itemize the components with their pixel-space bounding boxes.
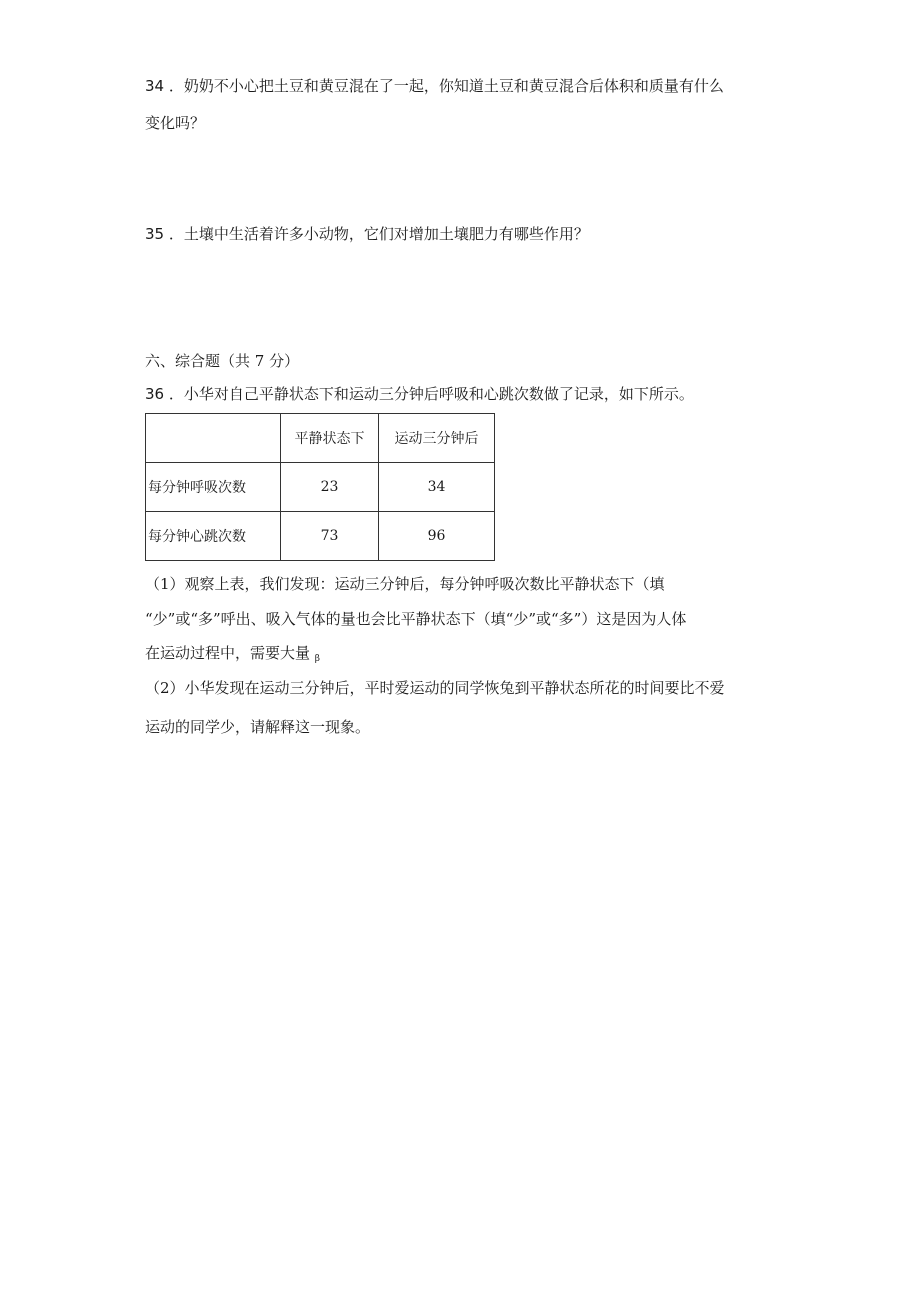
question-number: 35 <box>145 225 165 243</box>
question-36-line1 <box>145 384 694 404</box>
part1-mark: β <box>314 654 320 664</box>
question-34-line2: 变化吗？ <box>145 114 206 132</box>
table-cell: 96 <box>379 512 495 561</box>
question-text: ．奶奶不小心把土豆和黄豆混在了一起，你知道土豆和黄豆混合后体积和质量有什么 <box>168 77 724 95</box>
table-cell: 每分钟呼吸次数 <box>146 463 281 512</box>
part2-line1: （2）小华发现在运动三分钟后，平时爱运动的同学恢兔到平静状态所花的时间要比不爱 <box>145 679 725 697</box>
part2-line2: 运动的同学少，请解释这一现象。 <box>145 718 371 736</box>
question-35-line1 <box>145 224 589 244</box>
table-cell: 每分钟心跳次数 <box>146 512 281 561</box>
part1-line1: （1）观察上表，我们发现：运动三分钟后，每分钟呼吸次数比平静状态下（填 <box>145 575 665 593</box>
question-34-line1 <box>145 76 724 96</box>
table-cell: 73 <box>281 512 379 561</box>
question-number: 34 <box>145 77 165 95</box>
part1-line3-text: 在运动过程中，需要大量 <box>145 644 311 662</box>
table-header-cell: 平静状态下 <box>281 414 379 463</box>
table-header-cell <box>146 414 281 463</box>
data-table <box>145 413 495 561</box>
table-cell: 34 <box>379 463 495 512</box>
table-row <box>146 512 495 561</box>
table-cell: 23 <box>281 463 379 512</box>
question-text: ．小华对自己平静状态下和运动三分钟后呼吸和心跳次数做了记录，如下所示。 <box>168 385 694 403</box>
section-heading: 六、综合题（共 7 分） <box>145 352 300 370</box>
part1-line2: “少”或“多”呼出、吸入气体的量也会比平静状态下（填“少”或“多”）这是因为人体 <box>145 610 687 628</box>
table-header-cell: 运动三分钟后 <box>379 414 495 463</box>
question-text: ．土壤中生活着许多小动物，它们对增加土壤肥力有哪些作用？ <box>168 225 589 243</box>
table-header-row <box>146 414 495 463</box>
part1-line3 <box>145 643 320 669</box>
question-number: 36 <box>145 385 165 403</box>
table-row <box>146 463 495 512</box>
